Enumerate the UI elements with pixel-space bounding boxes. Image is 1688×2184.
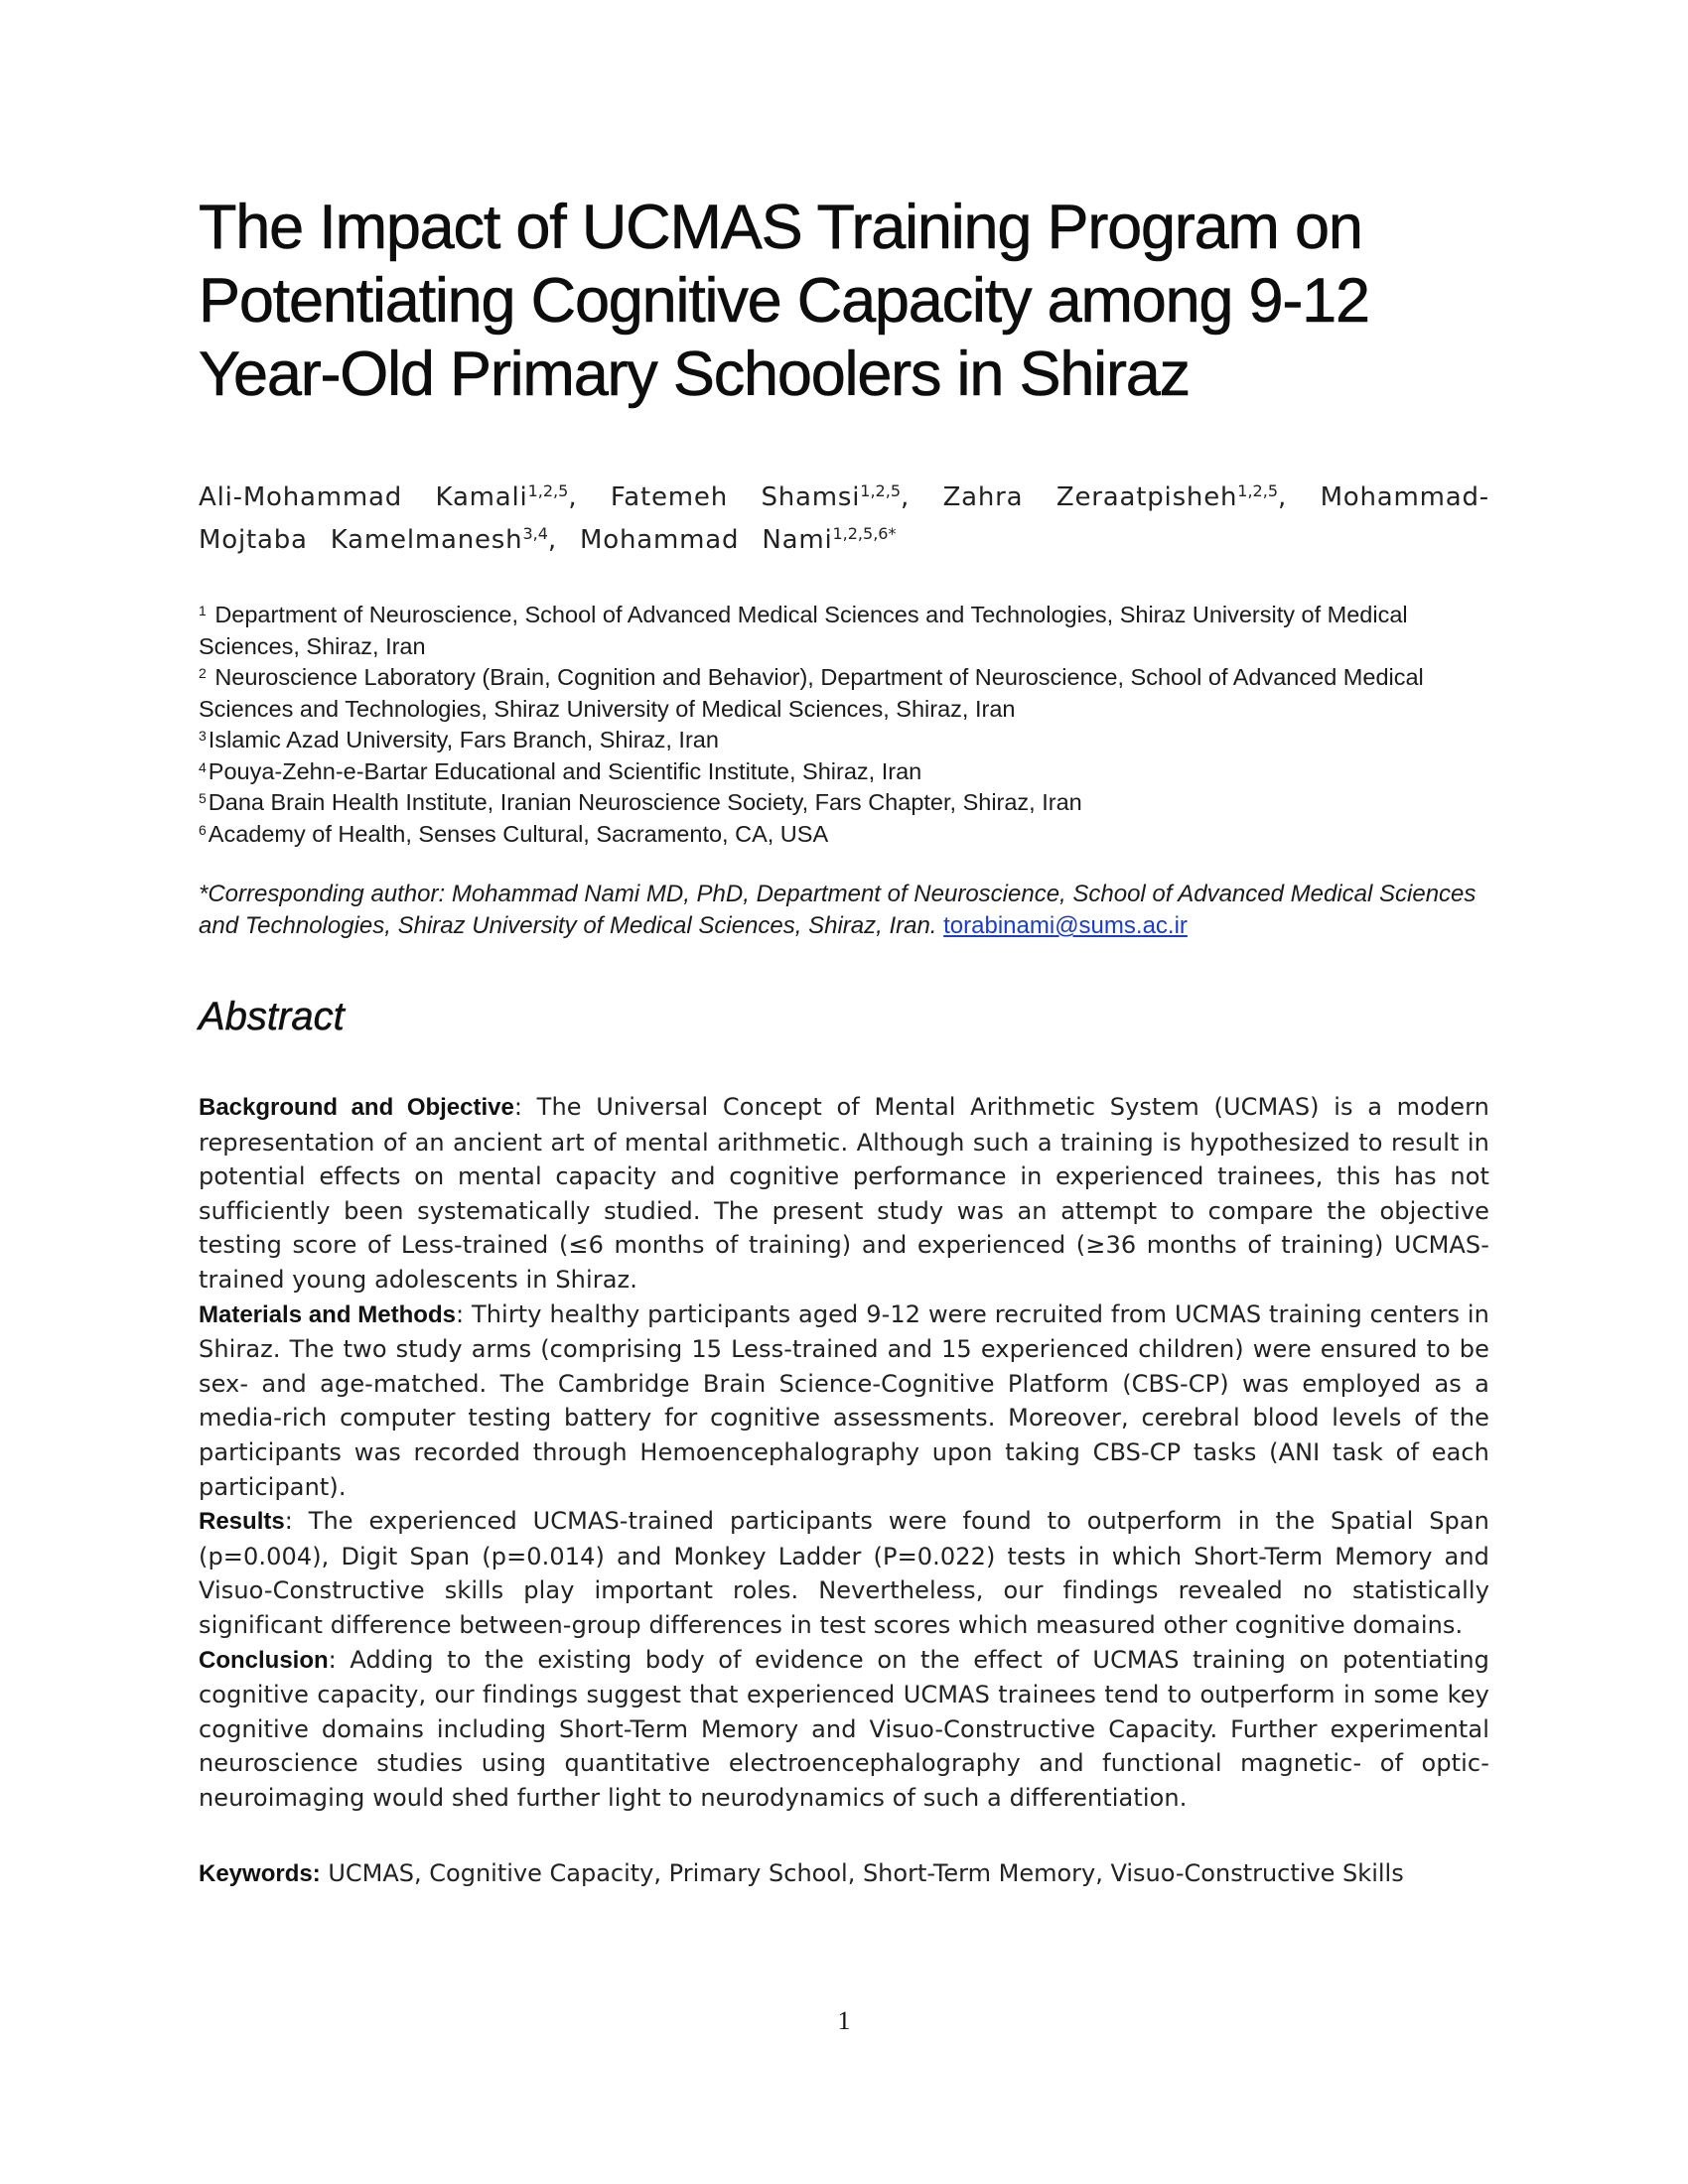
author-affiliation-marks: 1,2,5 bbox=[527, 481, 569, 500]
paper-title bbox=[199, 191, 1489, 411]
author-affiliation-marks: 3,4 bbox=[522, 524, 548, 543]
section-label: Materials and Methods bbox=[199, 1300, 456, 1328]
affiliation-text: Academy of Health, Senses Cultural, Sacramento, CA, USA bbox=[208, 820, 829, 847]
affiliation-item bbox=[199, 787, 1489, 819]
affiliation-text: Pouya-Zehn-e-Bartar Educational and Scientific Institute, Shiraz, Iran bbox=[208, 757, 922, 784]
abstract-results bbox=[199, 1504, 1489, 1642]
author-separator: , bbox=[568, 482, 611, 512]
abstract-body bbox=[199, 1090, 1489, 1815]
affiliation-text: Islamic Azad University, Fars Branch, Shiraz, Iran bbox=[208, 727, 719, 752]
author-affiliation-marks: 1,2,5 bbox=[1237, 481, 1278, 500]
author-name: Zahra Zeraatpisheh bbox=[942, 482, 1238, 512]
affiliation-item bbox=[199, 725, 1489, 756]
keywords bbox=[199, 1856, 1489, 1891]
author-separator: , bbox=[547, 525, 581, 555]
affiliation-number: 4 bbox=[199, 758, 207, 775]
affiliation-item bbox=[199, 756, 1489, 788]
title-line: Potentiating Cognitive Capacity among 9-12 bbox=[199, 266, 1369, 336]
author-list bbox=[199, 477, 1489, 562]
author-name: Mohammad Nami bbox=[580, 525, 833, 555]
affiliation-item bbox=[199, 600, 1489, 662]
keywords-label: Keywords: bbox=[199, 1860, 321, 1887]
affiliation-number: 2 bbox=[199, 665, 207, 681]
affiliation-list bbox=[199, 600, 1489, 850]
section-label: Results bbox=[199, 1508, 285, 1536]
affiliation-text: Department of Neuroscience, School of Advanced Medical Sciences and Technologies, Shiraz University of Medical Sciences, Shiraz, Iran bbox=[199, 602, 1408, 659]
author-separator: , bbox=[901, 482, 943, 512]
abstract-heading: Abstract bbox=[199, 995, 345, 1038]
author-affiliation-marks: 1,2,5,6* bbox=[832, 524, 897, 543]
author-name: Mohammad-Mojtaba Kamelmanesh bbox=[199, 482, 1489, 555]
author-name: Fatemeh Shamsi bbox=[610, 482, 861, 512]
section-label: Background and Objective bbox=[199, 1094, 514, 1121]
corresponding-author bbox=[199, 879, 1489, 942]
corresponding-email-link[interactable]: torabinami@sums.ac.ir bbox=[943, 912, 1188, 939]
corresponding-author-text: *Corresponding author: Mohammad Nami MD, PhD, Department of Neuroscience, School of Advanced Medical Sciences and Technologies, Shiraz University of Medical Sciences, Shiraz, Iran. bbox=[199, 881, 1477, 939]
abstract-conclusion bbox=[199, 1643, 1489, 1816]
affiliation-text: Neuroscience Laboratory (Brain, Cognition and Behavior), Department of Neuroscience, School of Advanced Medical Sciences and Technologies, Shiraz University of Medical Sciences, Shiraz, Iran bbox=[199, 664, 1424, 722]
page-number: 1 bbox=[837, 2006, 851, 2035]
affiliation-number: 5 bbox=[199, 790, 207, 806]
affiliation-item bbox=[199, 819, 1489, 851]
keywords-text: UCMAS, Cognitive Capacity, Primary School, Short-Term Memory, Visuo-Constructive Skills bbox=[320, 1859, 1404, 1887]
section-text: : The experienced UCMAS-trained participants were found to outperform in the Spatial Span (p=0.004), Digit Span (p=0.014) and Monkey Ladder (P=0.022) tests in which Short-Term Memory and Visuo-Constructive skills play important roles. Nevertheless, our findings revealed no statistically significant difference between-group differences in test scores which measured other cognitive domains. bbox=[199, 1507, 1489, 1639]
affiliation-text: Dana Brain Health Institute, Iranian Neuroscience Society, Fars Chapter, Shiraz, Iran bbox=[208, 789, 1082, 815]
affiliation-number: 1 bbox=[199, 603, 207, 618]
author-name: Ali-Mohammad Kamali bbox=[199, 482, 528, 512]
section-text: : Adding to the existing body of evidence on the effect of UCMAS training on potentiating cognitive capacity, our findings suggest that experienced UCMAS trainees tend to outperform in some key cognitive domains including Short-Term Memory and Visuo-Constructive Capacity. Further experimental neuroscience studies using quantitative electroencephalography and functional magnetic- of optic-neuroimaging would shed further light to neurodynamics of such a differentiation. bbox=[199, 1645, 1489, 1812]
abstract-background bbox=[199, 1090, 1489, 1297]
section-text: : Thirty healthy participants aged 9-12 were recruited from UCMAS training centers in Shiraz. The two study arms (comprising 15 Less-trained and 15 experienced children) were ensured to be sex- and age-matched. The Cambridge Brain Science-Cognitive Platform (CBS-CP) was employed as a media-rich computer testing battery for cognitive assessments. Moreover, cerebral blood levels of the participants was recorded through Hemoencephalography upon taking CBS-CP tasks (ANI task of each participant). bbox=[199, 1299, 1489, 1501]
abstract-methods bbox=[199, 1297, 1489, 1505]
title-line: Year-Old Primary Schoolers in Shiraz bbox=[199, 340, 1190, 409]
affiliation-number: 3 bbox=[199, 728, 207, 744]
section-label: Conclusion bbox=[199, 1646, 329, 1674]
section-text: : The Universal Concept of Mental Arithmetic System (UCMAS) is a modern representation of an ancient art of mental arithmetic. Although such a training is hypothesized to result in potential effects on mental capacity and cognitive performance in experienced trainees, this has not sufficiently been systematically studied. The present study was an attempt to compare the objective testing score of Less-trained (≤6 months of training) and experienced (≥36 months of training) UCMAS-trained young adolescents in Shiraz. bbox=[199, 1093, 1489, 1294]
author-separator: , bbox=[1278, 482, 1321, 512]
affiliation-item bbox=[199, 662, 1489, 725]
author-affiliation-marks: 1,2,5 bbox=[860, 481, 901, 500]
affiliation-number: 6 bbox=[199, 821, 207, 838]
title-line: The Impact of UCMAS Training Program on bbox=[199, 193, 1362, 262]
